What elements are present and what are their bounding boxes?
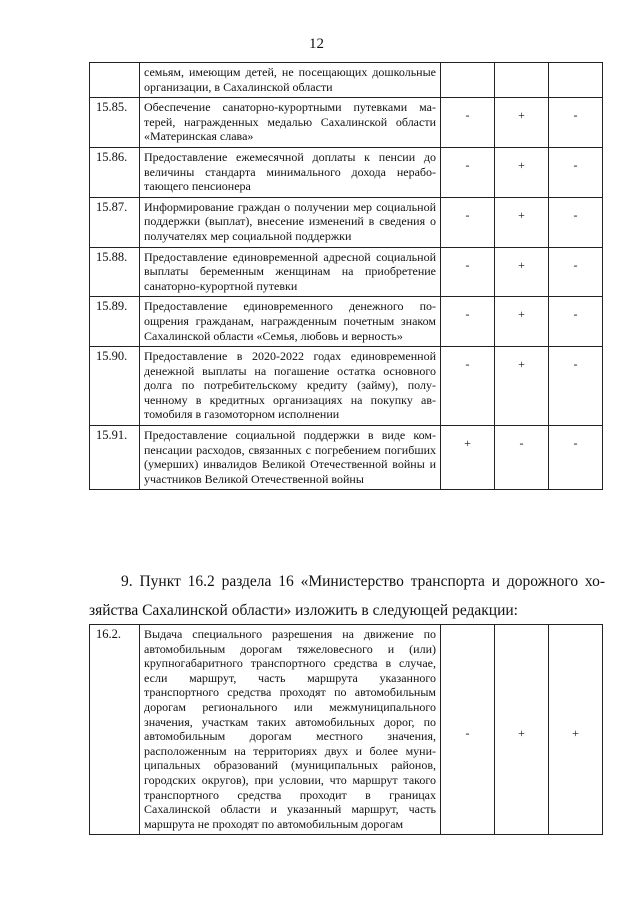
row-description: Предоставление в 2020-2022 годах единовременной денежной выплаты на погашение остатка основного долга по потребительскому кредиту (займу), полученному в кредитных организациях на покупку автомобиля в газомоторном исполнении [140, 347, 441, 426]
row-mark-3: - [549, 426, 603, 490]
row-number: 16.2. [90, 625, 140, 835]
row-number: 15.91. [90, 426, 140, 490]
table-row [90, 347, 603, 426]
row-mark-2: + [495, 98, 549, 148]
row-number: 15.90. [90, 347, 140, 426]
paragraph-text: 9. Пункт 16.2 раздела 16 «Министерство транспорта и дорожного хозяйства Сахалинской области» изложить в следующей редакции: [89, 573, 605, 619]
row-mark-1: - [441, 347, 495, 426]
table-row [90, 247, 603, 297]
row-number: 15.88. [90, 247, 140, 297]
row-number: 15.89. [90, 297, 140, 347]
table-row [90, 426, 603, 490]
row-mark-2: + [495, 147, 549, 197]
row-mark-2: - [495, 426, 549, 490]
row-description: Предоставление социальной поддержки в виде компенсации расходов, связанных с погребением погибших (умерших) инвалидов Великой Отечественной войны и участников Великой Отечественной войны [140, 426, 441, 490]
row-mark-1: - [441, 297, 495, 347]
transport-table [89, 624, 603, 835]
row-mark-1: - [441, 147, 495, 197]
row-mark-3: + [549, 625, 603, 835]
row-mark-3 [549, 63, 603, 98]
row-description: Предоставление ежемесячной доплаты к пенсии до величины стандарта минимального дохода неработающего пенсионера [140, 147, 441, 197]
row-mark-1: - [441, 197, 495, 247]
row-mark-2: + [495, 347, 549, 426]
row-description: семьям, имеющим детей, не посещающих дошкольные организации, в Сахалинской области [140, 63, 441, 98]
row-number: 15.87. [90, 197, 140, 247]
row-mark-2 [495, 63, 549, 98]
row-mark-2: + [495, 197, 549, 247]
amendment-paragraph [89, 567, 605, 625]
row-mark-1: + [441, 426, 495, 490]
row-description: Предоставление единовременной адресной социальной выплаты беременным женщинам на приобретение санаторно-курортной путевки [140, 247, 441, 297]
row-mark-1: - [441, 247, 495, 297]
row-description: Выдача специального разрешения на движение по автомобильным дорогам тяжеловесного и (или) крупногабаритного транспортного средства в случае, если маршрут, часть маршрута указанного транспортного средства проходят по автомобильным дорогам регионального или межмуниципального значения, участкам таких автомобильных дорог, по автомобильным дорогам местного значения, расположенным на территориях двух и более муниципальных образований (муниципальных районов, городских округов), при условии, что маршрут такого транспортного средства проходит в границах Сахалинской области и указанный маршрут, часть маршрута не проходят по автомобильным дорогам [140, 625, 441, 835]
row-mark-2: + [495, 297, 549, 347]
row-mark-1: - [441, 98, 495, 148]
page-number: 12 [309, 36, 324, 52]
row-description: Предоставление единовременного денежного поощрения гражданам, награжденным почетным знаком Сахалинской области «Семья, любовь и верность» [140, 297, 441, 347]
row-mark-3: - [549, 98, 603, 148]
row-number [90, 63, 140, 98]
table-row [90, 197, 603, 247]
row-mark-1 [441, 63, 495, 98]
table-row [90, 98, 603, 148]
services-table [89, 62, 603, 490]
table-row [90, 625, 603, 835]
row-description: Обеспечение санаторно-курортными путевками матерей, награжденных медалью Сахалинской области «Материнская слава» [140, 98, 441, 148]
row-mark-3: - [549, 347, 603, 426]
row-number: 15.85. [90, 98, 140, 148]
table-row [90, 297, 603, 347]
row-mark-3: - [549, 247, 603, 297]
table-row [90, 147, 603, 197]
row-mark-2: + [495, 625, 549, 835]
row-mark-1: - [441, 625, 495, 835]
row-mark-3: - [549, 197, 603, 247]
row-description: Информирование граждан о получении мер социальной поддержки (выплат), внесение изменений в сведения о получателях мер социальной поддержки [140, 197, 441, 247]
row-mark-3: - [549, 297, 603, 347]
row-mark-3: - [549, 147, 603, 197]
row-mark-2: + [495, 247, 549, 297]
row-number: 15.86. [90, 147, 140, 197]
table-row [90, 63, 603, 98]
